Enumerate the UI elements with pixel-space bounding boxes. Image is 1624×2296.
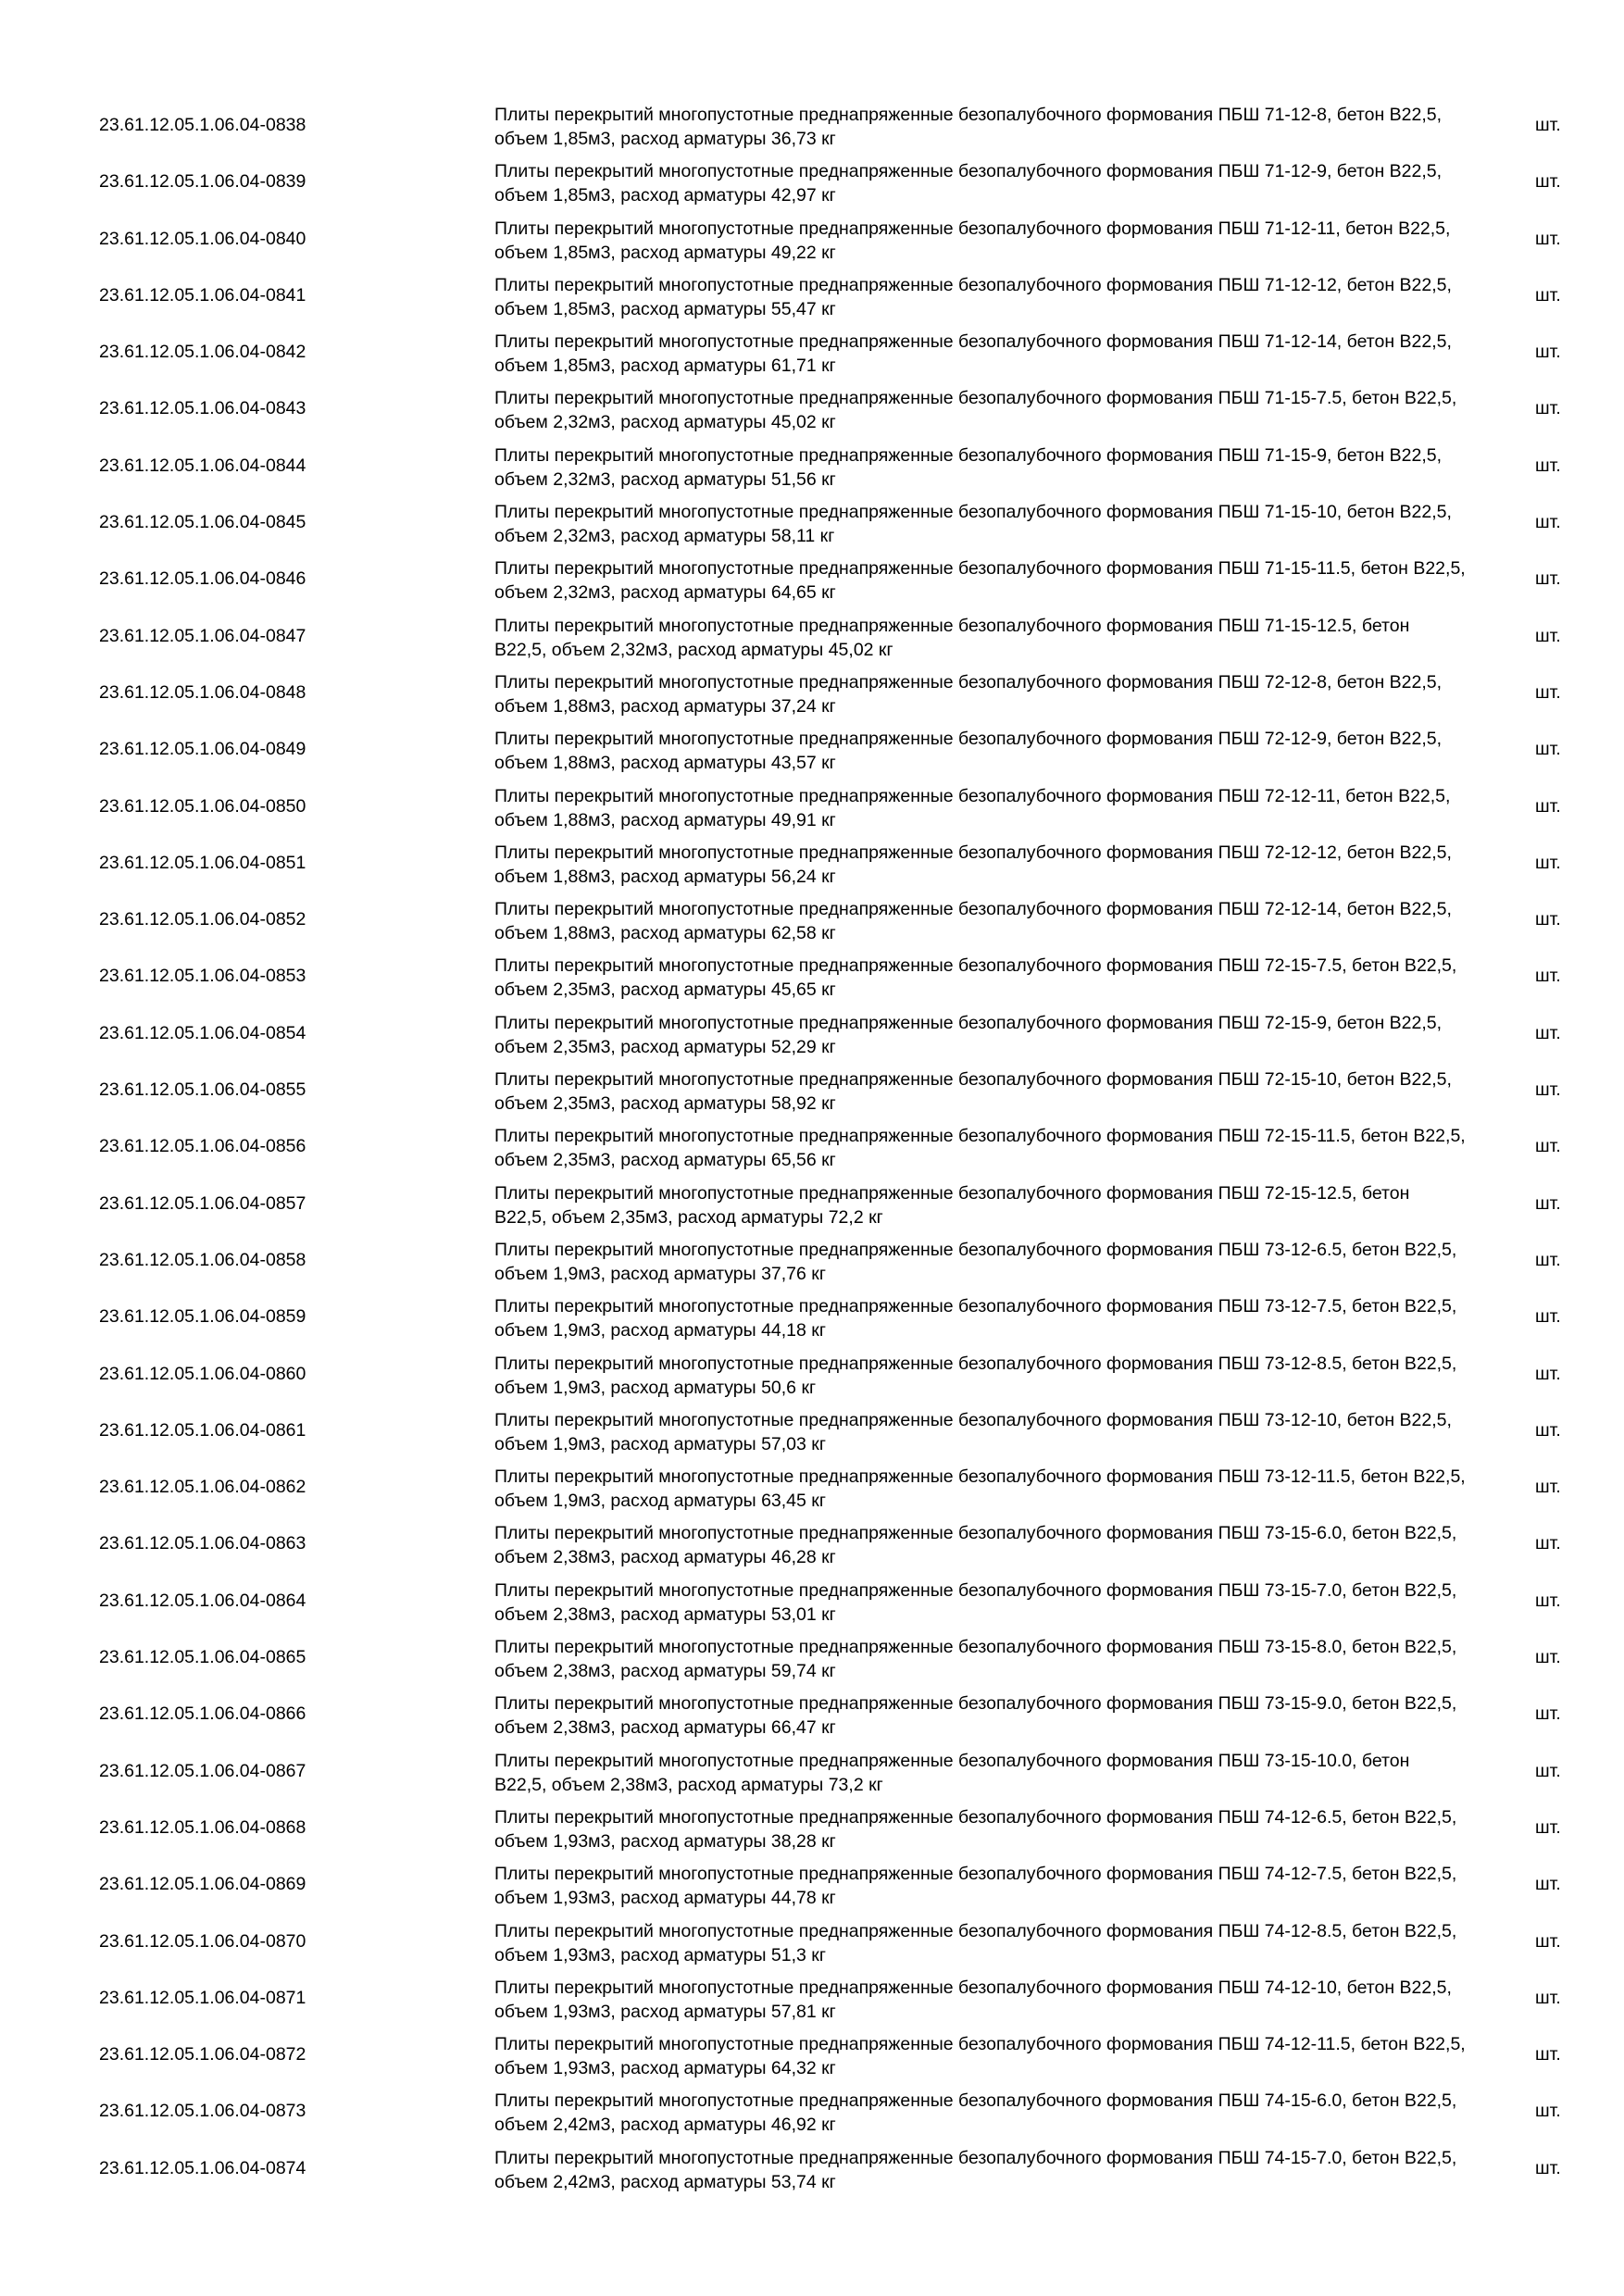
table-row (0, 1289, 1624, 1345)
unit-of-measure: шт. (1535, 1760, 1561, 1781)
unit-of-measure: шт. (1535, 171, 1561, 193)
resource-description: Плиты перекрытий многопустотные преднапряженные безопалубочного формования ПБШ 72-12-14, бетон B22,5, объем 1,88м3, расход арматуры 62,58 кг (494, 899, 1452, 944)
unit-of-measure: шт. (1535, 1249, 1561, 1270)
resource-description: Плиты перекрытий многопустотные преднапряженные безопалубочного формования ПБШ 71-12-12, бетон B22,5, объем 1,85м3, расход арматуры 55,47 кг (494, 274, 1452, 319)
resource-code: 23.61.12.05.1.06.04-0856 (99, 1136, 306, 1157)
table-row (0, 1346, 1624, 1403)
resource-description: Плиты перекрытий многопустотные преднапряженные безопалубочного формования ПБШ 74-15-7.0, бетон B22,5, объем 2,42м3, расход арматуры 53,74 кг (494, 2147, 1457, 2192)
table-row (0, 779, 1624, 835)
resource-description: Плиты перекрытий многопустотные преднапряженные безопалубочного формования ПБШ 73-12-10, бетон B22,5, объем 1,9м3, расход арматуры 57,03 кг (494, 1409, 1452, 1454)
resource-code: 23.61.12.05.1.06.04-0855 (99, 1079, 306, 1101)
table-row (0, 948, 1624, 1004)
resource-code: 23.61.12.05.1.06.04-0854 (99, 1022, 306, 1043)
unit-of-measure: шт. (1535, 1306, 1561, 1328)
resource-code: 23.61.12.05.1.06.04-0872 (99, 2044, 306, 2065)
resource-description: Плиты перекрытий многопустотные преднапряженные безопалубочного формования ПБШ 73-12-7.5, бетон B22,5, объем 1,9м3, расход арматуры 44,18 кг (494, 1296, 1457, 1341)
resource-description: Плиты перекрытий многопустотные преднапряженные безопалубочного формования ПБШ 71-12-9, бетон B22,5, объем 1,85м3, расход арматуры 42,97 кг (494, 161, 1443, 206)
resource-code: 23.61.12.05.1.06.04-0843 (99, 398, 306, 419)
table-row (0, 1403, 1624, 1459)
table-row (0, 97, 1624, 154)
resource-code: 23.61.12.05.1.06.04-0859 (99, 1306, 306, 1328)
table-row (0, 1516, 1624, 1572)
resource-description: Плиты перекрытий многопустотные преднапряженные безопалубочного формования ПБШ 73-12-6.5, бетон B22,5, объем 1,9м3, расход арматуры 37,76 кг (494, 1239, 1457, 1284)
unit-of-measure: шт. (1535, 115, 1561, 135)
unit-of-measure: шт. (1535, 739, 1561, 760)
resource-code: 23.61.12.05.1.06.04-0873 (99, 2101, 306, 2122)
resource-description: Плиты перекрытий многопустотные преднапряженные безопалубочного формования ПБШ 71-15-10, бетон B22,5, объем 2,32м3, расход арматуры 58,11 кг (494, 502, 1452, 547)
resource-description: Плиты перекрытий многопустотные преднапряженные безопалубочного формования ПБШ 74-12-10, бетон B22,5, объем 1,93м3, расход арматуры 57,81 кг (494, 1977, 1452, 2022)
resource-description: Плиты перекрытий многопустотные преднапряженные безопалубочного формования ПБШ 72-15-7.5, бетон B22,5, объем 2,35м3, расход арматуры 45,65 кг (494, 955, 1457, 1001)
resource-description: Плиты перекрытий многопустотные преднапряженные безопалубочного формования ПБШ 72-12-12, бетон B22,5, объем 1,88м3, расход арматуры 56,24 кг (494, 842, 1452, 887)
resource-code: 23.61.12.05.1.06.04-0871 (99, 1987, 306, 2008)
table-row (0, 892, 1624, 948)
resource-description: Плиты перекрытий многопустотные преднапряженные безопалубочного формования ПБШ 72-12-8, бетон B22,5, объем 1,88м3, расход арматуры 37,24 кг (494, 671, 1443, 717)
unit-of-measure: шт. (1535, 1363, 1561, 1384)
resource-code: 23.61.12.05.1.06.04-0858 (99, 1249, 306, 1270)
unit-of-measure: шт. (1535, 2157, 1561, 2178)
resource-code: 23.61.12.05.1.06.04-0870 (99, 1930, 306, 1952)
resource-description: Плиты перекрытий многопустотные преднапряженные безопалубочного формования ПБШ 72-15-9, бетон B22,5, объем 2,35м3, расход арматуры 52,29 кг (494, 1012, 1443, 1057)
table-row (0, 2027, 1624, 2083)
unit-of-measure: шт. (1535, 852, 1561, 873)
unit-of-measure: шт. (1535, 1419, 1561, 1441)
resource-code: 23.61.12.05.1.06.04-0840 (99, 228, 306, 249)
table-row (0, 2083, 1624, 2140)
resource-description: Плиты перекрытий многопустотные преднапряженные безопалубочного формования ПБШ 74-12-8.5, бетон B22,5, объем 1,93м3, расход арматуры 51,3 кг (494, 1920, 1457, 1965)
resource-description: Плиты перекрытий многопустотные преднапряженные безопалубочного формования ПБШ 71-12-11, бетон B22,5, объем 1,85м3, расход арматуры 49,22 кг (494, 218, 1451, 263)
table-row (0, 608, 1624, 665)
unit-of-measure: шт. (1535, 1477, 1561, 1498)
resource-code: 23.61.12.05.1.06.04-0842 (99, 342, 306, 363)
resource-description: Плиты перекрытий многопустотные преднапряженные безопалубочного формования ПБШ 73-15-10.0, бетон B22,5, объем 2,38м3, расход арматуры 73,2 кг (494, 1750, 1410, 1795)
resource-code: 23.61.12.05.1.06.04-0867 (99, 1760, 306, 1781)
unit-of-measure: шт. (1535, 568, 1561, 590)
unit-of-measure: шт. (1535, 1079, 1561, 1101)
unit-of-measure: шт. (1535, 455, 1561, 476)
unit-of-measure: шт. (1535, 1816, 1561, 1838)
table-row (0, 381, 1624, 437)
resource-code: 23.61.12.05.1.06.04-0861 (99, 1419, 306, 1441)
table-row (0, 211, 1624, 268)
resource-code: 23.61.12.05.1.06.04-0841 (99, 284, 306, 306)
table-row (0, 1970, 1624, 2027)
resource-code: 23.61.12.05.1.06.04-0844 (99, 455, 306, 476)
table-row (0, 1629, 1624, 1686)
resource-code: 23.61.12.05.1.06.04-0849 (99, 739, 306, 760)
unit-of-measure: шт. (1535, 1874, 1561, 1895)
unit-of-measure: шт. (1535, 795, 1561, 817)
table-row (0, 494, 1624, 551)
unit-of-measure: шт. (1535, 1533, 1561, 1554)
table-row (0, 154, 1624, 210)
resource-code: 23.61.12.05.1.06.04-0850 (99, 795, 306, 817)
resource-code: 23.61.12.05.1.06.04-0838 (99, 115, 306, 135)
table-row (0, 1856, 1624, 1913)
table-row (0, 1914, 1624, 1970)
table-row (0, 1800, 1624, 1856)
table-row (0, 551, 1624, 607)
resource-description: Плиты перекрытий многопустотные преднапряженные безопалубочного формования ПБШ 72-12-9, бетон B22,5, объем 1,88м3, расход арматуры 43,57 кг (494, 729, 1443, 774)
unit-of-measure: шт. (1535, 284, 1561, 306)
resource-code: 23.61.12.05.1.06.04-0847 (99, 625, 306, 646)
resource-description: Плиты перекрытий многопустотные преднапряженные безопалубочного формования ПБШ 73-15-7.0, бетон B22,5, объем 2,38м3, расход арматуры 53,01 кг (494, 1579, 1457, 1625)
unit-of-measure: шт. (1535, 2101, 1561, 2122)
resource-description: Плиты перекрытий многопустотные преднапряженные безопалубочного формования ПБШ 73-15-9.0, бетон B22,5, объем 2,38м3, расход арматуры 66,47 кг (494, 1693, 1457, 1739)
table-row (0, 324, 1624, 381)
unit-of-measure: шт. (1535, 2044, 1561, 2065)
resource-description: Плиты перекрытий многопустотные преднапряженные безопалубочного формования ПБШ 71-15-7.5, бетон B22,5, объем 2,32м3, расход арматуры 45,02 кг (494, 388, 1457, 433)
resource-description: Плиты перекрытий многопустотные преднапряженные безопалубочного формования ПБШ 71-15-9, бетон B22,5, объем 2,32м3, расход арматуры 51,56 кг (494, 444, 1443, 490)
resource-description: Плиты перекрытий многопустотные преднапряженные безопалубочного формования ПБШ 71-12-8, бетон B22,5, объем 1,85м3, расход арматуры 36,73 кг (494, 105, 1443, 149)
table-row (0, 1459, 1624, 1516)
unit-of-measure: шт. (1535, 398, 1561, 419)
unit-of-measure: шт. (1535, 1022, 1561, 1043)
table-row (0, 835, 1624, 892)
unit-of-measure: шт. (1535, 342, 1561, 363)
resource-code: 23.61.12.05.1.06.04-0874 (99, 2157, 306, 2178)
unit-of-measure: шт. (1535, 909, 1561, 930)
table-row (0, 1686, 1624, 1742)
unit-of-measure: шт. (1535, 966, 1561, 987)
unit-of-measure: шт. (1535, 1136, 1561, 1157)
unit-of-measure: шт. (1535, 1590, 1561, 1611)
unit-of-measure: шт. (1535, 512, 1561, 533)
table-row (0, 1005, 1624, 1062)
resource-code: 23.61.12.05.1.06.04-0864 (99, 1590, 306, 1611)
resource-description: Плиты перекрытий многопустотные преднапряженные безопалубочного формования ПБШ 74-12-7.5, бетон B22,5, объем 1,93м3, расход арматуры 44,78 кг (494, 1864, 1457, 1909)
resource-description: Плиты перекрытий многопустотные преднапряженные безопалубочного формования ПБШ 72-15-12.5, бетон B22,5, объем 2,35м3, расход арматуры 72,2 кг (494, 1182, 1410, 1228)
resource-description: Плиты перекрытий многопустотные преднапряженные безопалубочного формования ПБШ 71-15-11.5, бетон B22,5, объем 2,32м3, расход арматуры 64,65 кг (494, 558, 1466, 604)
resource-code: 23.61.12.05.1.06.04-0868 (99, 1816, 306, 1838)
price-table (0, 97, 1624, 2197)
unit-of-measure: шт. (1535, 625, 1561, 646)
table-row (0, 268, 1624, 324)
table-row (0, 1118, 1624, 1175)
resource-code: 23.61.12.05.1.06.04-0857 (99, 1192, 306, 1214)
resource-code: 23.61.12.05.1.06.04-0846 (99, 568, 306, 590)
resource-description: Плиты перекрытий многопустотные преднапряженные безопалубочного формования ПБШ 71-15-12.5, бетон B22,5, объем 2,32м3, расход арматуры 45,02 кг (494, 615, 1410, 660)
resource-description: Плиты перекрытий многопустотные преднапряженные безопалубочного формования ПБШ 74-15-6.0, бетон B22,5, объем 2,42м3, расход арматуры 46,92 кг (494, 2090, 1457, 2136)
resource-code: 23.61.12.05.1.06.04-0848 (99, 681, 306, 703)
resource-description: Плиты перекрытий многопустотные преднапряженные безопалубочного формования ПБШ 74-12-11.5, бетон B22,5, объем 1,93м3, расход арматуры 64,32 кг (494, 2034, 1466, 2079)
resource-code: 23.61.12.05.1.06.04-0869 (99, 1874, 306, 1895)
resource-description: Плиты перекрытий многопустотные преднапряженные безопалубочного формования ПБШ 72-15-11.5, бетон B22,5, объем 2,35м3, расход арматуры 65,56 кг (494, 1126, 1466, 1171)
unit-of-measure: шт. (1535, 228, 1561, 249)
table-row (0, 1062, 1624, 1118)
resource-code: 23.61.12.05.1.06.04-0862 (99, 1477, 306, 1498)
unit-of-measure: шт. (1535, 1930, 1561, 1952)
unit-of-measure: шт. (1535, 681, 1561, 703)
unit-of-measure: шт. (1535, 1987, 1561, 2008)
table-row (0, 1743, 1624, 1800)
table-row (0, 2140, 1624, 2197)
table-row (0, 438, 1624, 494)
table-row (0, 1176, 1624, 1232)
table-row (0, 1232, 1624, 1289)
resource-code: 23.61.12.05.1.06.04-0863 (99, 1533, 306, 1554)
table-row (0, 665, 1624, 721)
resource-description: Плиты перекрытий многопустотные преднапряженные безопалубочного формования ПБШ 73-12-8.5, бетон B22,5, объем 1,9м3, расход арматуры 50,6 кг (494, 1353, 1457, 1398)
resource-description: Плиты перекрытий многопустотные преднапряженные безопалубочного формования ПБШ 71-12-14, бетон B22,5, объем 1,85м3, расход арматуры 61,71 кг (494, 331, 1452, 377)
resource-description: Плиты перекрытий многопустотные преднапряженные безопалубочного формования ПБШ 74-12-6.5, бетон B22,5, объем 1,93м3, расход арматуры 38,28 кг (494, 1806, 1457, 1852)
unit-of-measure: шт. (1535, 1647, 1561, 1668)
unit-of-measure: шт. (1535, 1192, 1561, 1214)
resource-code: 23.61.12.05.1.06.04-0851 (99, 852, 306, 873)
resource-code: 23.61.12.05.1.06.04-0839 (99, 171, 306, 193)
table-row (0, 1573, 1624, 1629)
resource-description: Плиты перекрытий многопустотные преднапряженные безопалубочного формования ПБШ 72-15-10, бетон B22,5, объем 2,35м3, расход арматуры 58,92 кг (494, 1069, 1452, 1115)
resource-code: 23.61.12.05.1.06.04-0866 (99, 1703, 306, 1725)
resource-code: 23.61.12.05.1.06.04-0865 (99, 1647, 306, 1668)
table-row (0, 721, 1624, 778)
resource-description: Плиты перекрытий многопустотные преднапряженные безопалубочного формования ПБШ 73-15-6.0, бетон B22,5, объем 2,38м3, расход арматуры 46,28 кг (494, 1523, 1457, 1568)
resource-code: 23.61.12.05.1.06.04-0852 (99, 909, 306, 930)
resource-code: 23.61.12.05.1.06.04-0853 (99, 966, 306, 987)
unit-of-measure: шт. (1535, 1703, 1561, 1725)
resource-code: 23.61.12.05.1.06.04-0845 (99, 512, 306, 533)
resource-description: Плиты перекрытий многопустотные преднапряженные безопалубочного формования ПБШ 73-15-8.0, бетон B22,5, объем 2,38м3, расход арматуры 59,74 кг (494, 1637, 1457, 1682)
resource-code: 23.61.12.05.1.06.04-0860 (99, 1363, 306, 1384)
resource-description: Плиты перекрытий многопустотные преднапряженные безопалубочного формования ПБШ 72-12-11, бетон B22,5, объем 1,88м3, расход арматуры 49,91 кг (494, 785, 1451, 830)
resource-description: Плиты перекрытий многопустотные преднапряженные безопалубочного формования ПБШ 73-12-11.5, бетон B22,5, объем 1,9м3, расход арматуры 63,45 кг (494, 1466, 1466, 1512)
